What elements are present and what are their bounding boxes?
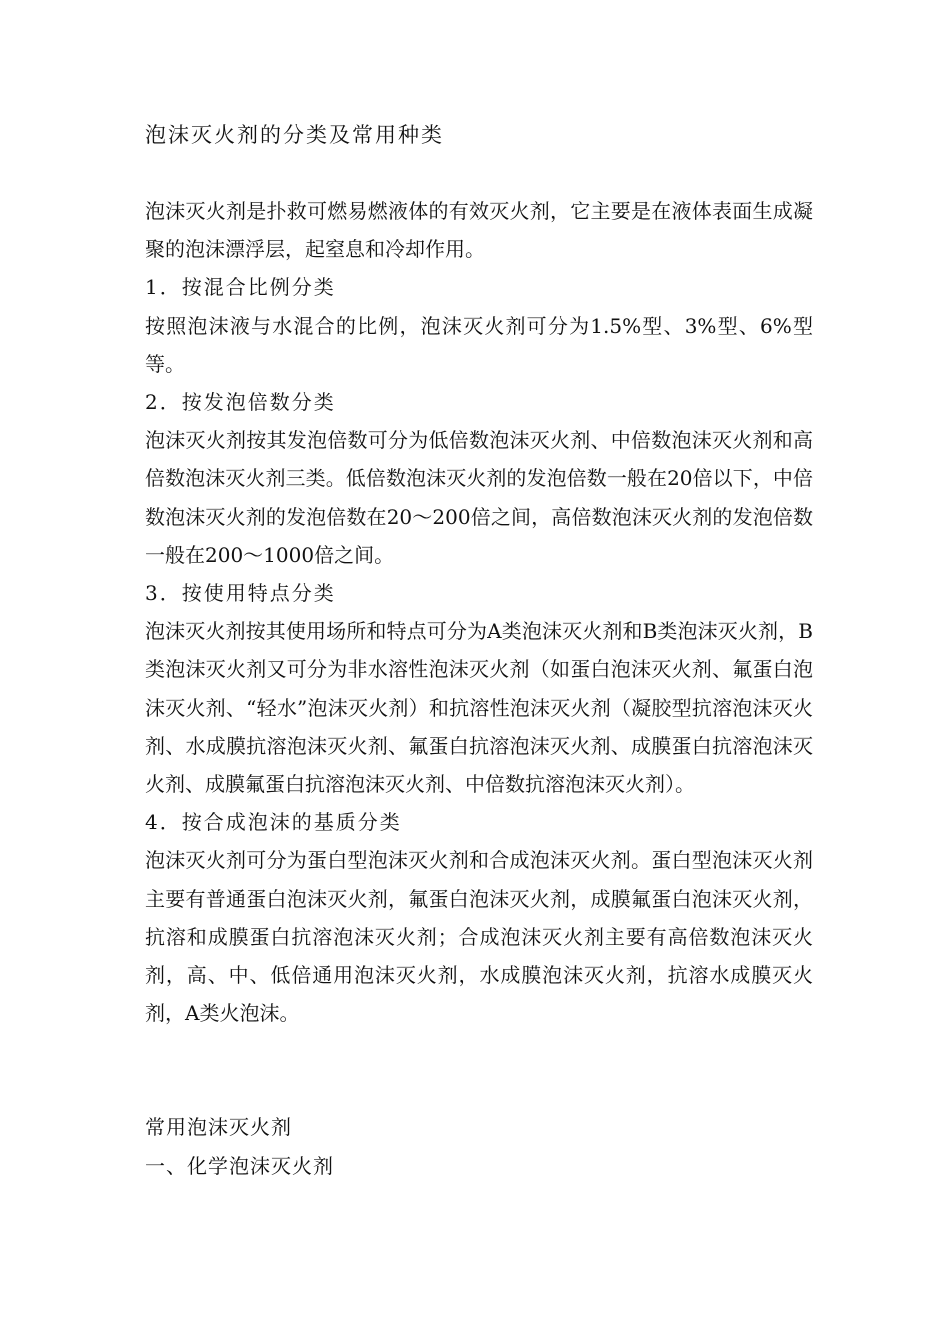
section-heading-3: 3．按使用特点分类 — [145, 581, 336, 606]
section-body-1: 按照泡沫液与水混合的比例，泡沫灭火剂可分为1.5%型、3%型、6%型等。 — [145, 313, 813, 376]
section-body-2: 泡沫灭火剂按其发泡倍数可分为低倍数泡沫灭火剂、中倍数泡沫灭火剂和高倍数泡沫灭火剂三类。低倍数泡沫灭火剂的发泡倍数一般在20倍以下，中倍数泡沫灭火剂的发泡倍数在20～200倍之间，高倍数泡沫灭火剂的发泡倍数一般在200～1000倍之间。 — [145, 428, 813, 567]
document-title: 泡沫灭火剂的分类及常用种类 — [145, 123, 444, 147]
common-title: 常用泡沫灭火剂 — [145, 1115, 292, 1140]
spacer — [145, 154, 813, 192]
spacer — [145, 1032, 813, 1108]
section-body-4: 泡沫灭火剂可分为蛋白型泡沫灭火剂和合成泡沫灭火剂。蛋白型泡沫灭火剂主要有普通蛋白泡沫灭火剂，氟蛋白泡沫灭火剂，成膜氟蛋白泡沫灭火剂，抗溶和成膜蛋白抗溶泡沫灭火剂；合成泡沫灭火剂主要有高倍数泡沫灭火剂，高、中、低倍通用泡沫灭火剂，水成膜泡沫灭火剂，抗溶水成膜灭火剂，A类火泡沫。 — [145, 848, 813, 1026]
document-content — [145, 116, 813, 1185]
common-subtitle: 一、化学泡沫灭火剂 — [145, 1153, 334, 1178]
section-body-3: 泡沫灭火剂按其使用场所和特点可分为A类泡沫灭火剂和B类泡沫灭火剂，B类泡沫灭火剂又可分为非水溶性泡沫灭火剂（如蛋白泡沫灭火剂、氟蛋白泡沫灭火剂、“轻水”泡沫灭火剂）和抗溶性泡沫灭火剂（凝胶型抗溶泡沫灭火剂、水成膜抗溶泡沫灭火剂、氟蛋白抗溶泡沫灭火剂、成膜蛋白抗溶泡沫灭火剂、成膜氟蛋白抗溶泡沫灭火剂、中倍数抗溶泡沫灭火剂）。 — [145, 619, 813, 797]
section-heading-2: 2．按发泡倍数分类 — [145, 390, 336, 415]
intro-paragraph: 泡沫灭火剂是扑救可燃易燃液体的有效灭火剂，它主要是在液体表面生成凝聚的泡沫漂浮层，起窒息和冷却作用。 — [145, 199, 813, 262]
section-heading-1: 1．按混合比例分类 — [145, 275, 336, 300]
section-heading-4: 4．按合成泡沫的基质分类 — [145, 810, 402, 835]
